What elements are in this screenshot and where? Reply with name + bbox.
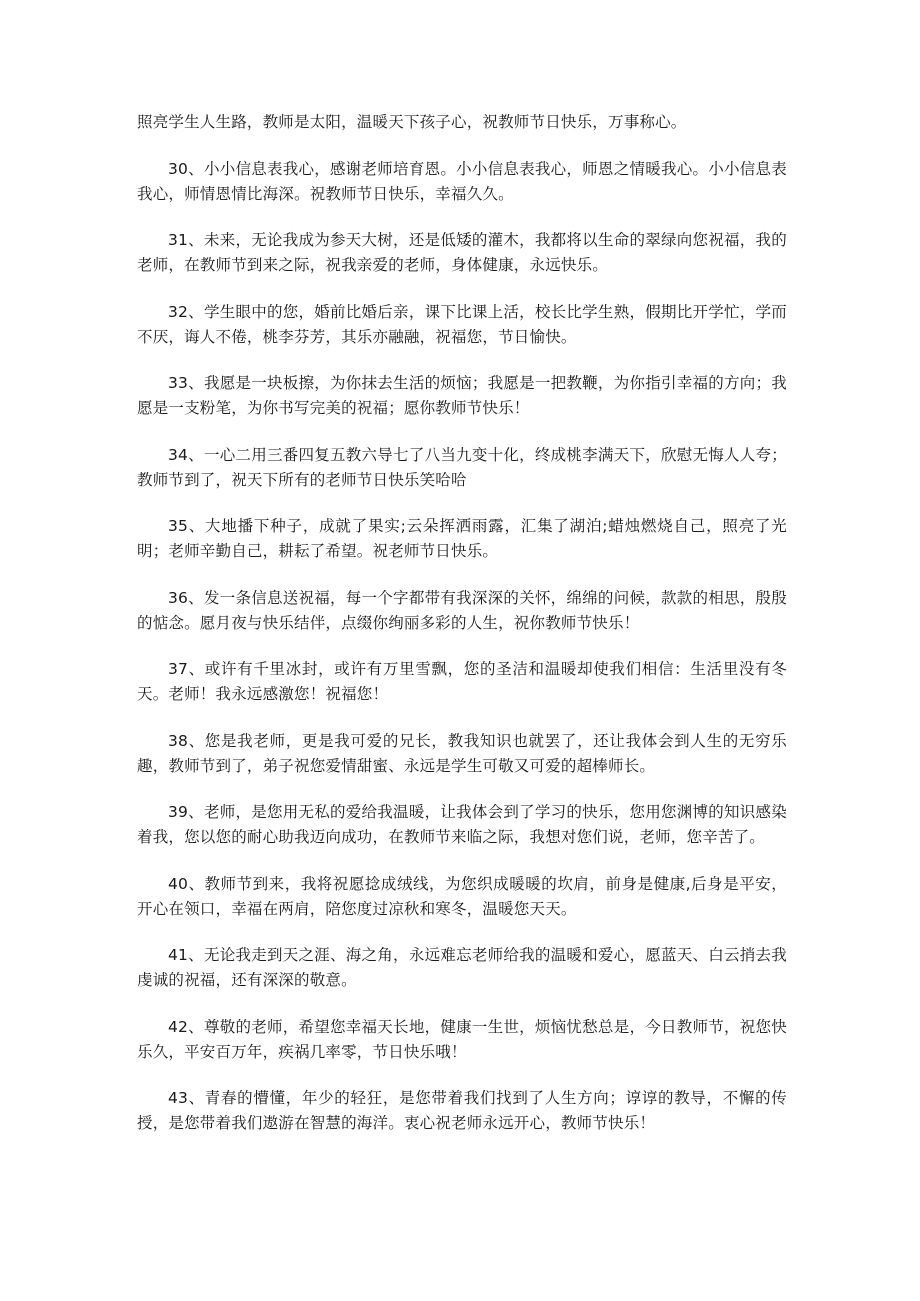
paragraph-43: 43、青春的懵懂，年少的轻狂，是您带着我们找到了人生方向；谆谆的教导，不懈的传授，是您带着我们遨游在智慧的海洋。衷心祝老师永远开心，教师节快乐！ [137,1089,787,1132]
paragraph-36: 36、发一条信息送祝福，每一个字都带有我深深的关怀，绵绵的问候，款款的相思，殷殷的惦念。愿月夜与快乐结伴，点缀你绚丽多彩的人生，祝你教师节快乐！ [137,588,787,632]
paragraph-40: 40、教师节到来，我将祝愿捻成绒线，为您织成暖暖的坎肩，前身是健康,后身是平安，开心在领口，幸福在两肩，陪您度过凉秋和寒冬，温暖您天天。 [137,874,787,918]
paragraph-42: 42、尊敬的老师，希望您幸福天长地，健康一生世，烦恼忧愁总是，今日教师节，祝您快乐久，平安百万年，疾祸几率零，节日快乐哦！ [137,1017,787,1061]
paragraph-39: 39、老师，是您用无私的爱给我温暖，让我体会到了学习的快乐，您用您渊博的知识感染着我，您以您的耐心助我迈向成功，在教师节来临之际，我想对您们说，老师，您辛苦了。 [137,803,787,846]
paragraph-31: 31、未来，无论我成为参天大树，还是低矮的灌木，我都将以生命的翠绿向您祝福，我的老师，在教师节到来之际，祝我亲爱的老师，身体健康，永远快乐。 [137,231,787,274]
paragraph-34: 34、一心二用三番四复五教六导七了八当九变十化，终成桃李满天下，欣慰无悔人人夸；教师节到了，祝天下所有的老师节日快乐笑哈哈 [137,445,787,489]
document-body [137,110,787,1158]
paragraph-continuation: 照亮学生人生路，教师是太阳，温暖天下孩子心，祝教师节日快乐，万事称心。 [137,113,687,131]
paragraph-35: 35、大地播下种子，成就了果实;云朵挥洒雨露，汇集了湖泊;蜡烛燃烧自己，照亮了光明；老师辛勤自己，耕耘了希望。祝老师节日快乐。 [137,517,787,560]
paragraph-33: 33、我愿是一块板擦，为你抹去生活的烦恼；我愿是一把教鞭，为你指引幸福的方向；我愿是一支粉笔，为你书写完美的祝福；愿你教师节快乐！ [137,374,787,417]
paragraph-41: 41、无论我走到天之涯、海之角，永远难忘老师给我的温暖和爱心，愿蓝天、白云捎去我虔诚的祝福，还有深深的敬意。 [137,946,787,989]
paragraph-38: 38、您是我老师，更是我可爱的兄长，教我知识也就罢了，还让我体会到人生的无穷乐趣，教师节到了，弟子祝您爱情甜蜜、永远是学生可敬又可爱的超棒师长。 [137,731,787,775]
paragraph-32: 32、学生眼中的您，婚前比婚后亲，课下比课上活，校长比学生熟，假期比开学忙，学而不厌，诲人不倦，桃李芬芳，其乐亦融融，祝福您，节日愉快。 [137,302,787,346]
paragraph-30: 30、小小信息表我心，感谢老师培育恩。小小信息表我心，师恩之情暖我心。小小信息表我心，师情恩情比海深。祝教师节日快乐，幸福久久。 [137,159,787,203]
paragraph-37: 37、或许有千里冰封，或许有万里雪飘，您的圣洁和温暖却使我们相信：生活里没有冬天。老师！我永远感激您！祝福您！ [137,660,787,703]
